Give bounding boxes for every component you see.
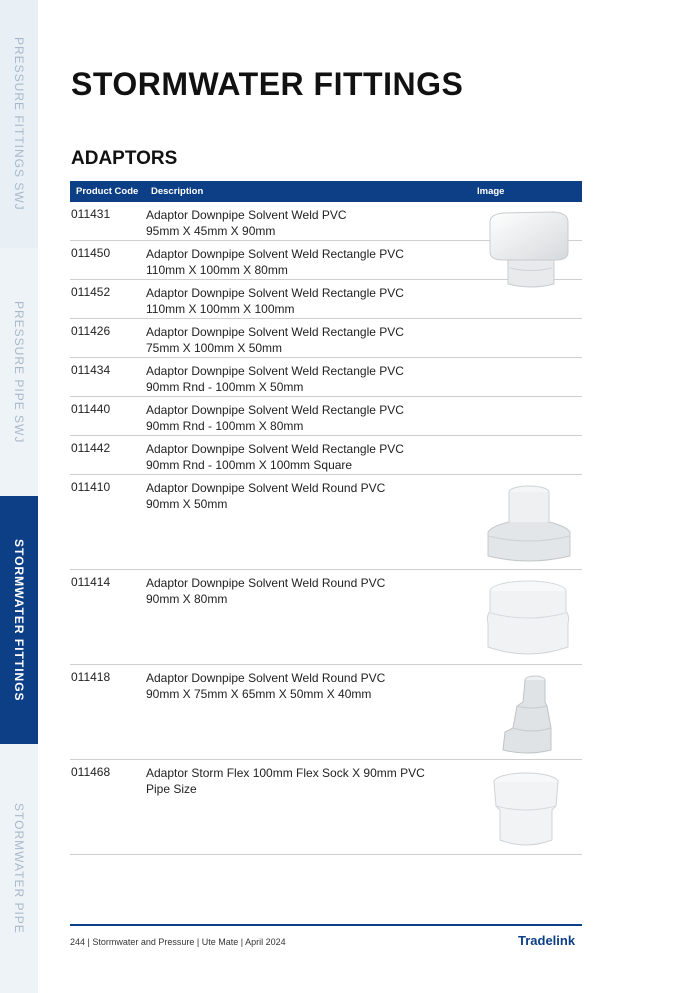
- brand-logo: Tradelink: [518, 933, 576, 948]
- stepped-round-adaptor-image: [497, 672, 563, 756]
- table-row: [70, 397, 582, 436]
- footer-divider: [70, 924, 582, 926]
- description-line: 90mm Rnd - 100mm X 50mm: [146, 380, 304, 394]
- description-line: 90mm X 50mm: [146, 497, 228, 511]
- product-code: 011434: [71, 363, 111, 377]
- product-description: [146, 480, 466, 512]
- storm-flex-sock-adaptor-image: [490, 770, 562, 850]
- product-description: [146, 285, 466, 317]
- round-adaptor-90x80-image: [482, 577, 574, 661]
- page-title: STORMWATER FITTINGS: [71, 66, 464, 102]
- product-code: 011418: [71, 670, 111, 684]
- description-line: 75mm X 100mm X 50mm: [146, 341, 283, 355]
- table-header: [70, 181, 582, 202]
- product-description: [146, 441, 466, 473]
- product-code: 011410: [71, 480, 111, 494]
- side-tab-pressure-fittings[interactable]: [0, 0, 38, 248]
- description-line: 110mm X 100mm X 80mm: [146, 263, 288, 277]
- description-line: 95mm X 45mm X 90mm: [146, 224, 276, 238]
- product-description: [146, 246, 466, 278]
- description-line: Adaptor Downpipe Solvent Weld Rectangle PVC: [146, 286, 404, 300]
- description-line: Pipe Size: [146, 782, 197, 796]
- description-line: Adaptor Downpipe Solvent Weld Rectangle PVC: [146, 403, 404, 417]
- product-code: 011450: [71, 246, 111, 260]
- side-tabs: [0, 0, 38, 993]
- side-tab-label: STORMWATER FITTINGS: [12, 538, 26, 702]
- round-adaptor-90x50-image: [484, 480, 574, 566]
- description-line: 90mm Rnd - 100mm X 80mm: [146, 419, 304, 433]
- product-description: [146, 765, 466, 797]
- product-description: [146, 402, 466, 434]
- product-description: [146, 363, 466, 395]
- rectangle-adaptor-image: [484, 208, 574, 292]
- description-line: Adaptor Downpipe Solvent Weld Rectangle PVC: [146, 442, 404, 456]
- description-line: Adaptor Storm Flex 100mm Flex Sock X 90mm PVC: [146, 766, 425, 780]
- product-code: 011468: [71, 765, 111, 779]
- description-line: 110mm X 100mm X 100mm: [146, 302, 295, 316]
- product-code: 011440: [71, 402, 111, 416]
- description-line: Adaptor Downpipe Solvent Weld PVC: [146, 208, 347, 222]
- product-code: 011414: [71, 575, 111, 589]
- product-description: [146, 324, 466, 356]
- product-description: [146, 207, 466, 239]
- description-line: Adaptor Downpipe Solvent Weld Rectangle PVC: [146, 247, 404, 261]
- product-code: 011426: [71, 324, 111, 338]
- product-description: [146, 575, 466, 607]
- product-code: 011442: [71, 441, 111, 455]
- side-tab-stormwater-pipe[interactable]: [0, 744, 38, 993]
- header-description: Description: [151, 186, 204, 197]
- description-line: Adaptor Downpipe Solvent Weld Round PVC: [146, 576, 386, 590]
- footer-text: 244 | Stormwater and Pressure | Ute Mate | April 2024: [70, 937, 286, 947]
- description-line: 90mm X 75mm X 65mm X 50mm X 40mm: [146, 687, 372, 701]
- product-code: 011452: [71, 285, 111, 299]
- description-line: 90mm X 80mm: [146, 592, 228, 606]
- header-product-code: Product Code: [76, 186, 139, 197]
- table-row: [70, 436, 582, 475]
- description-line: 90mm Rnd - 100mm X 100mm Square: [146, 458, 353, 472]
- table-row: [70, 358, 582, 397]
- side-tab-stormwater-fittings[interactable]: [0, 496, 38, 744]
- table-row: [70, 319, 582, 358]
- side-tab-label: STORMWATER PIPE: [12, 803, 26, 934]
- description-line: Adaptor Downpipe Solvent Weld Rectangle PVC: [146, 325, 404, 339]
- side-tab-label: PRESSURE PIPE SWJ: [12, 300, 26, 444]
- header-image: Image: [477, 186, 505, 197]
- description-line: Adaptor Downpipe Solvent Weld Rectangle PVC: [146, 364, 404, 378]
- product-code: 011431: [71, 207, 111, 221]
- product-description: [146, 670, 466, 702]
- description-line: Adaptor Downpipe Solvent Weld Round PVC: [146, 671, 386, 685]
- description-line: Adaptor Downpipe Solvent Weld Round PVC: [146, 481, 386, 495]
- section-title: ADAPTORS: [71, 148, 178, 169]
- side-tab-label: PRESSURE FITTINGS SWJ: [12, 37, 26, 211]
- side-tab-pressure-pipe[interactable]: [0, 248, 38, 496]
